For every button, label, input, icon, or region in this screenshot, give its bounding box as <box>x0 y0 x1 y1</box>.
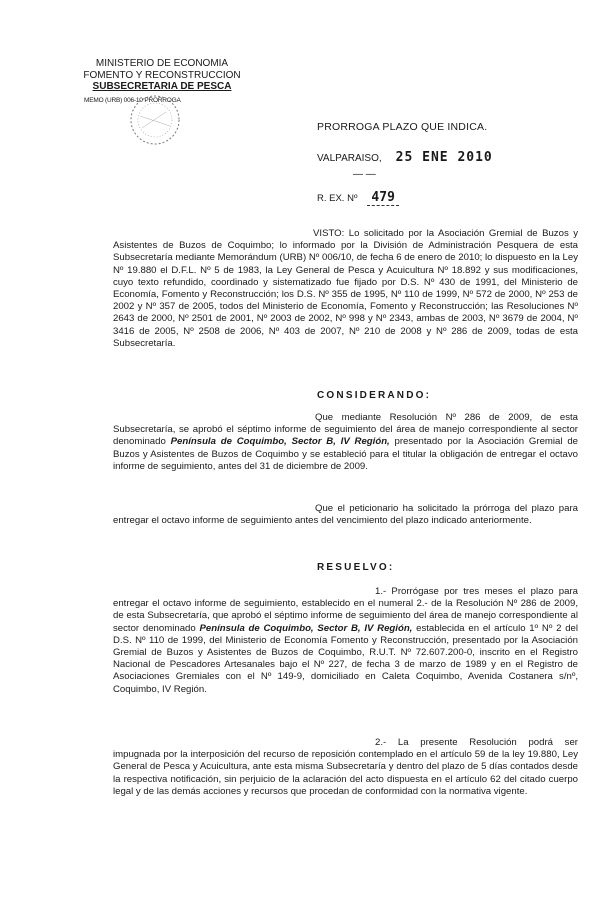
header-line-2: FOMENTO Y RECONSTRUCCION <box>83 69 241 81</box>
resuelvo-paragraph-2: 2.- La presente Resolución podrá ser impugnada por la interposición del recurso de reposición contemplado en el artículo 59 de la ley 19.880, Ley General de Pesca y Acuicultura, ante esta misma Subsecretaría y dentro del plazo de 5 días contados desde la respectiva notificación, sin perjuicio de la aclaración del acto dispuesta en el artículo 62 del citado cuerpo legal y de las demás acciones y recursos que procedan de conformidad con la normativa vigente. <box>113 737 578 797</box>
resolution-number: 479 <box>367 190 398 206</box>
considerando-heading: CONSIDERANDO: <box>317 390 432 401</box>
resuelvo-heading: RESUELVO: <box>317 562 395 573</box>
visto-text: Lo solicitado por la Asociación Gremial de Buzos y Asistentes de Buzos de Coquimbo; lo informado por la División de Administración Pesquera de esta Subsecretaría mediante Memorándum (URB) Nº 006/10, de fecha 6 de enero de 2010; lo dispuesto en la Ley Nº 19.880 el D.F.L. Nº 5 de 1983, la Ley General de Pesca y Acuicultura Nº 18.892 y sus modificaciones, cuyo texto refundido, coordinado y sistematizado fue fijado por D.S. Nº 430 de 1991, del Ministerio de Economía, Fomento y Reconstrucción; los D.S. Nº 355 de 1995, Nº 110 de 1999, Nº 572 de 2000, Nº 253 de 2002 y Nº 357 de 2005, todos del Ministerio de Economía, Fomento y Reconstrucción; las Resoluciones Nº 2643 de 2000, Nº 2501 de 2001, Nº 2003 de 2002, Nº 998 y Nº 2343, ambas de 2003, Nº 3679 de 2004, Nº 3416 de 2005, Nº 2508 de 2006, Nº 403 de 2007, Nº 210 de 2008 y Nº 286 de 2009, todas de esta Subsecretaría. <box>113 228 578 349</box>
place-name: VALPARAISO, <box>317 153 382 164</box>
stamped-date: 25 ENE 2010 <box>395 150 493 165</box>
visto-label: VISTO: <box>313 228 345 239</box>
date-line <box>317 150 493 165</box>
text-run: 1.- Prorrógase por tres meses el plazo para entregar el octavo informe de seguimiento, establecido en el numeral 2.- de la Resolución Nº 286 de 2009, de esta Subsecretaría, que aprobó el séptimo informe de seguimiento del área de manejo correspondiente al sector denominado <box>113 586 578 634</box>
resuelvo-paragraph-1 <box>113 586 578 696</box>
header-line-3: SUBSECRETARIA DE PESCA <box>92 81 232 92</box>
considerando-paragraph-2: Que el peticionario ha solicitado la prórroga del plazo para entregar el octavo informe de seguimiento antes del vencimiento del plazo indicado anteriormente. <box>113 503 578 527</box>
visto-paragraph <box>113 228 578 350</box>
text-run: Que mediante Resolución Nº 286 de 2009, de esta Subsecretaría, se aprobó el séptimo informe de seguimiento del área de manejo correspondiente al sector denominado <box>113 412 578 448</box>
text-run: presentado por la Asociación Gremial de Buzos y Asistentes de Buzos de Coquimbo y se estableció para el titular la obligación de entregar el octavo informe de seguimiento, antes del 31 de diciembre de 2009. <box>113 436 578 472</box>
header-line-1: MINISTERIO DE ECONOMIA <box>95 58 229 69</box>
memo-reference: MEMO (URB) 006-10 PRORROGA <box>84 97 181 104</box>
resolution-label: R. EX. Nº <box>317 193 358 204</box>
considerando-paragraph-1 <box>113 412 578 473</box>
ministry-header <box>62 58 262 93</box>
resolution-number-line <box>317 190 399 205</box>
sector-name: Península de Coquimbo, Sector B, IV Región, <box>199 622 413 634</box>
official-seal-stamp <box>120 92 190 152</box>
sector-name: Península de Coquimbo, Sector B, IV Región, <box>170 436 390 448</box>
text-run: establecida en el artículo 1º Nº 2 del D.S. Nº 110 de 1999, del Ministerio de Economía Fomento y Reconstrucción, presentado por la Asociación Gremial de Buzos y Asistentes de Buzos de Coquimbo, R.U.T. Nº 72.607.200-0, inscrito en el Registro Nacional de Pescadores Artesanales bajo el Nº 227, de fecha 3 de marzo de 1989 y en el Registro de Asociaciones Gremiales con el Nº 149-9, domiciliado en Caleta Coquimbo, Avenida Costanera s/nº, Coquimbo, IV Región. <box>113 622 578 695</box>
document-subject: PRORROGA PLAZO QUE INDICA. <box>317 121 488 133</box>
date-dash: — — <box>353 169 376 180</box>
